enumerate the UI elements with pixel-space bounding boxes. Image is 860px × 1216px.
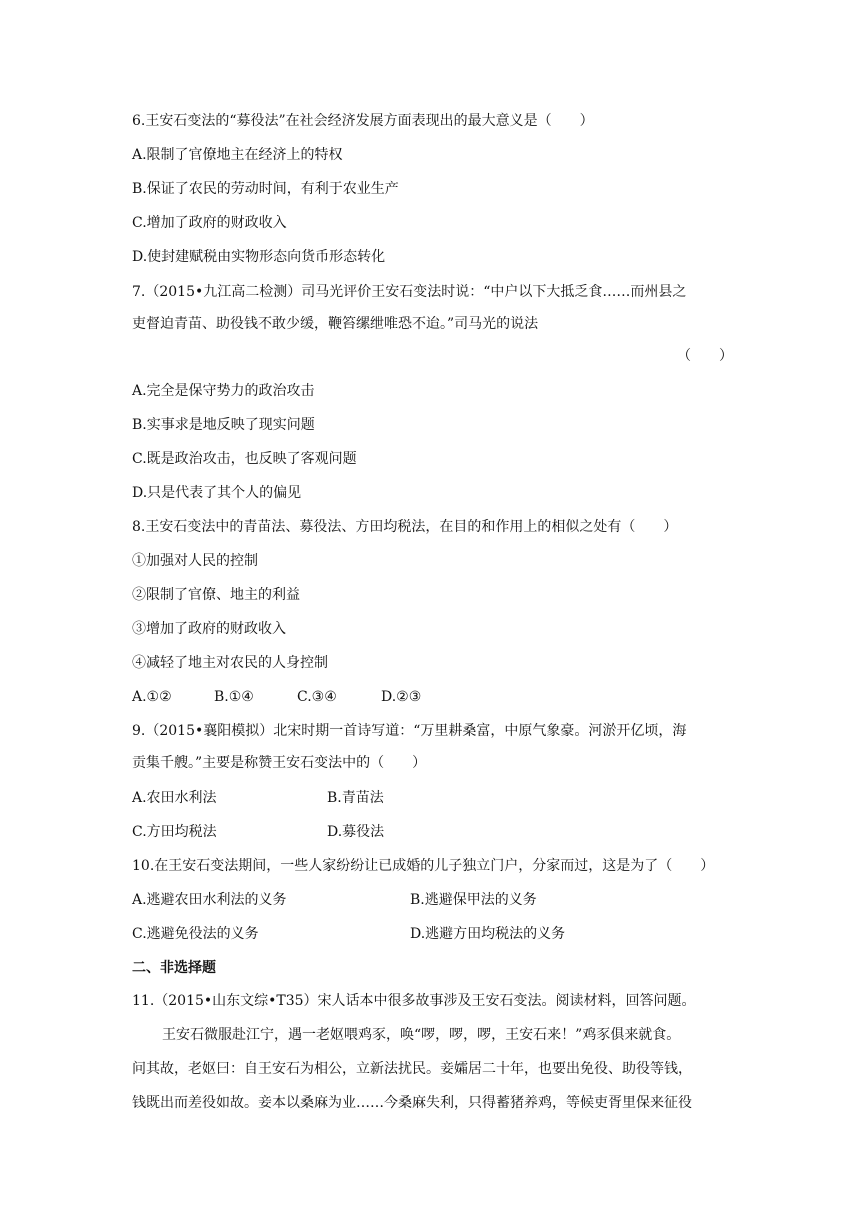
q9-option-d: D.募役法 <box>327 824 385 840</box>
q6-stem: 6.王安石变法的“募役法”在社会经济发展方面表现出的最大意义是（ ） <box>132 113 594 129</box>
q9-option-c: C.方田均税法 <box>132 824 217 840</box>
q10-option-b: B.逃避保甲法的义务 <box>410 892 537 908</box>
q9-stem-line1: 9.（2015•襄阳模拟）北宋时期一首诗写道：“万里耕桑富，中原气象豪。河淤开亿顷，海 <box>132 723 687 739</box>
q6-option-b: B.保证了农民的劳动时间，有利于农业生产 <box>132 181 399 197</box>
q8-item-1: ①加强对人民的控制 <box>132 553 258 569</box>
q8-option-c: C.③④ <box>297 689 337 705</box>
q6-option-c: C.增加了政府的财政收入 <box>132 215 287 231</box>
q10-stem: 10.在王安石变法期间，一些人家纷纷让已成婚的儿子独立门户，分家而过，这是为了（ ） <box>132 858 715 874</box>
q8-item-3: ③增加了政府的财政收入 <box>132 621 286 637</box>
q7-stem-line2: 吏督迫青苗、助役钱不敢少缓，鞭笞缧绁唯恐不迨。”司马光的说法 <box>132 316 539 332</box>
q7-option-b: B.实事求是地反映了现实问题 <box>132 417 315 433</box>
q8-item-4: ④减轻了地主对农民的人身控制 <box>132 655 328 671</box>
section-2-title: 二、非选择题 <box>132 960 216 976</box>
q7-option-c: C.既是政治攻击，也反映了客观问题 <box>132 451 357 467</box>
q9-option-a: A.农田水利法 <box>132 790 217 806</box>
q8-option-b: B.①④ <box>214 689 254 705</box>
q7-stem-line1: 7.（2015•九江高二检测）司马光评价王安石变法时说：“中户以下大抵乏食……而州县之 <box>132 284 687 300</box>
q9-stem-line2: 贡集千艘。”主要是称赞王安石变法中的（ ） <box>132 755 427 771</box>
q10-option-a: A.逃避农田水利法的义务 <box>132 892 287 908</box>
q8-stem: 8.王安石变法中的青苗法、募役法、方田均税法，在目的和作用上的相似之处有（ ） <box>132 519 678 535</box>
q11-material-line3: 钱既出而差役如故。妾本以桑麻为业……今桑麻失利，只得蓄猪养鸡，等候吏胥里保来征役 <box>132 1095 692 1111</box>
q8-option-a: A.①② <box>132 689 172 705</box>
q7-option-a: A.完全是保守势力的政治攻击 <box>132 383 315 399</box>
q11-material-line1: 王安石微服赴江宁，遇一老妪喂鸡豕，唤“啰，啰，啰，王安石来！”鸡豕俱来就食。 <box>162 1027 681 1043</box>
q8-item-2: ②限制了官僚、地主的利益 <box>132 587 300 603</box>
q10-option-c: C.逃避免役法的义务 <box>132 926 259 942</box>
q6-option-d: D.使封建赋税由实物形态向货币形态转化 <box>132 249 386 265</box>
q10-option-d: D.逃避方田均税法的义务 <box>410 926 566 942</box>
q9-option-b: B.青苗法 <box>327 790 384 806</box>
q6-option-a: A.限制了官僚地主在经济上的特权 <box>132 147 343 163</box>
q7-option-d: D.只是代表了其个人的偏见 <box>132 485 302 501</box>
q11-material-line2: 问其故，老妪曰：自王安石为相公，立新法扰民。妾孀居二十年，也要出免役、助役等钱， <box>132 1061 692 1077</box>
q8-option-d: D.②③ <box>381 689 422 705</box>
q11-stem: 11.（2015•山东文综•T35）宋人话本中很多故事涉及王安石变法。阅读材料，回答问题。 <box>132 993 696 1009</box>
q7-answer-paren: （ ） <box>677 348 733 364</box>
